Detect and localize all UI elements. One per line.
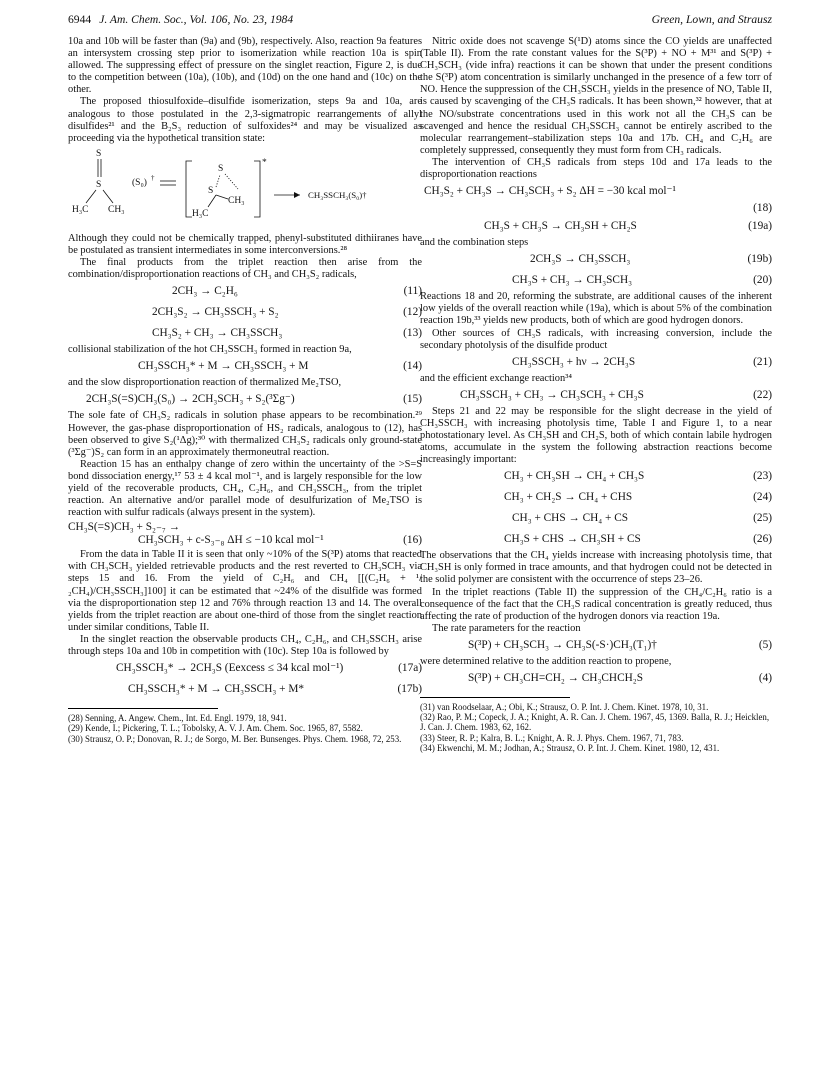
right-column (420, 36, 772, 753)
scheme-label: S (96, 179, 102, 190)
equation-26: CH₃S + CHS → CH₃SH + CS (26) (504, 533, 772, 546)
scheme-drawing (68, 147, 422, 231)
left-column (68, 36, 422, 744)
paragraph: The final products from the triplet reaction then arise from the combination/disproportionation reactions of CH₃ and CH₃S₂ radicals, (68, 257, 422, 281)
equation-13: CH₃S₂ + CH₃ → CH₃SSCH₃ (13) (152, 327, 422, 340)
scheme-label: S (218, 163, 224, 174)
equation-17a: CH₃SSCH₃* → 2CH₃S (Eexcess ≤ 34 kcal mol⁻¹) (17a) (116, 662, 422, 675)
footnote: (29) Kende, I.; Pickering, T. L.; Tobolsky, A. V. J. Am. Chem. Soc. 1965, 87, 5582. (68, 723, 363, 734)
footnote: (28) Senning, A. Angew. Chem., Int. Ed. Engl. 1979, 18, 941. (68, 713, 287, 724)
footnote: (30) Strausz, O. P.; Donovan, R. J.; de Sorgo, M. Ber. Bunsenges. Phys. Chem. 1968, 72, 253. (68, 733, 402, 744)
scheme-label: CH₃SSCH₃(S₀)† (308, 189, 367, 200)
paragraph: The observations that the CH₄ yields increase with increasing photolysis time, that CH₃SH is only formed in trace amounts, and that hydrogen could not be detected in the solid polymer are consistent with the occurrence of steps 23–26. (420, 550, 772, 586)
paragraph: collisional stabilization of the hot CH₃SSCH₃ formed in reaction 9a, (68, 344, 352, 356)
footnotes-right (420, 702, 772, 753)
paragraph: 10a and 10b will be faster than (9a) and (9b), respectively. Also, reaction 9a features an intersystem crossing step prior to isomerization while reaction 10a is spin allowed. The suppressing effect of pressure on the singlet reaction, Figure 2, is due to the competition between (10a), (10b), and (10d) on the one hand and (10c) on the other. (68, 36, 422, 96)
paragraph: The intervention of CH₃S radicals from steps 10d and 17a leads to the disproportionation reactions (420, 156, 772, 181)
running-header (68, 13, 772, 31)
equation-12: 2CH₃S₂ → CH₃SSCH₃ + S₂ (12) (152, 306, 422, 319)
scheme-label: S (208, 185, 214, 196)
paragraph: Although they could not be chemically trapped, phenyl-substituted dithiiranes have be postulated as transient intermediates in some interconversions.²⁸ (68, 232, 422, 256)
paragraph: Steps 21 and 22 may be responsible for the slight decrease in the yield of CH₃SSCH₃ with increasing photolysis time, Table I and Figure 1, to a near photostationary level. As CH₃SH and CH₂S, both of which contain labile hydrogen atoms, accumulate in the system the following abstraction reactions become increasingly important: (420, 405, 772, 466)
paragraph: Reaction 15 has an enthalpy change of zero within the uncertainty of the >S=S bond dissociation energy,¹⁷ 53 ± 4 kcal mol⁻¹, and is largely responsible for the low yield of the recoverable products, CH₄, C₂H₆, and CH₃SSCH₃, from the triplet reaction. An alternative and/or parallel mode of desulfurization of Me₂TSO is reaction with sulfur radicals (always present in the system). (68, 458, 422, 519)
equation-17b: CH₃SSCH₃* + M → CH₃SSCH₃ + M* (17b) (128, 683, 422, 696)
equation-14: CH₃SSCH₃* + M → CH₃SSCH₃ + M (14) (138, 360, 422, 373)
footnote: (33) Steer, R. P.; Kalra, B. L.; Knight, A. R. J. Phys. Chem. 1967, 71, 783. (420, 732, 684, 743)
paragraph: In the triplet reactions (Table II) the suppression of the CH₄/C₂H₆ ratio is a consequence of the fact that the CH₃S radical concentration is greatly reduced, thus affecting the rate of production of the hydrogen donors via reaction 19a. (420, 586, 772, 622)
scheme-label: (S₀) (132, 177, 147, 188)
scheme-label: H₃C (72, 204, 89, 215)
paragraph: were determined relative to the addition reaction to propene, (420, 655, 672, 667)
paragraph: Nitric oxide does not scavenge S(¹D) atoms since the CO yields are unaffected (Table II). From the rate constant values for the S(³P) + NO + M³¹ and S(³P) + CH₃SCH₃ (vide infra) reactions it can be shown that under the present conditions the S(³P) atom concentration is similarly unchanged in the presence of a few torr of NO. Hence the suppression of the CH₃SSCH₃ yields in the presence of NO, Table II, is caused by scavenging of the CH₃S radicals. It has been shown,³² however, that at the NO/substrate concentrations used in this work not all the CH₃S can be scavenged and hence the residual CH₃SSCH₃ cannot be entirely ascribed to the molecular rearrangement–stabilization steps 10a and 17b. CH₄ and C₂H₆ are completely suppressed, consequently they must form from CH₃ radicals. (420, 36, 772, 156)
equation-20: CH₃S + CH₃ → CH₃SCH₃ (20) (512, 274, 772, 287)
paragraph: Other sources of CH₃S radicals, with increasing conversion, include the secondary photolysis of the disulfide product (420, 327, 772, 351)
paragraph: The sole fate of CH₃S₂ radicals in solution phase appears to be recombination.²⁹ However, the gas-phase disproportionation of HS₂ radicals, analogous to (12), has been observed to give S₂(¹Δg);³⁰ with thermalized CH₃S₂ radicals only ground-state (³Σg⁻)S₂ can form in an approximately thermoneutral reaction. (68, 410, 422, 458)
scheme-label: S (96, 148, 102, 159)
paragraph: and the efficient exchange reaction³⁴ (420, 372, 572, 384)
equation-11: 2CH₃ → C₂H₆ (11) (172, 285, 422, 298)
paragraph: and the slow disproportionation reaction of thermalized Me₂TSO, (68, 377, 342, 389)
footnote: (31) van Roodselaar, A.; Obi, K.; Strausz, O. P. Int. J. Chem. Kinet. 1978, 10, 31. (420, 702, 709, 712)
footnotes-left (68, 713, 422, 744)
journal-citation: J. Am. Chem. Soc., Vol. 106, No. 23, 1984 (99, 13, 294, 26)
equation-25: CH₃ + CHS → CH₄ + CS (25) (512, 512, 772, 525)
author-header: Green, Lown, and Strausz (651, 13, 772, 26)
equation-5: S(³P) + CH₃SCH₃ → CH₃S(-S·)CH₃(T₁)† (5) (468, 638, 772, 651)
equation-23: CH₃ + CH₃SH → CH₄ + CH₃S (23) (504, 470, 772, 483)
equation-4: S(³P) + CH₃CH=CH₂ → CH₃CHCH₂S (4) (468, 672, 772, 684)
paragraph: and the combination steps (420, 237, 529, 249)
scheme-label: CH₃ (108, 204, 125, 215)
equation-19a: CH₃S + CH₃S → CH₃SH + CH₂S (19a) (484, 220, 772, 233)
paragraph: In the singlet reaction the observable products CH₄, C₂H₆, and CH₃SSCH₃ arise through steps 10a and 10b in competition with (10c). Step 10a is followed by (68, 633, 422, 657)
equation-24: CH₃ + CH₂S → CH₄ + CHS (24) (504, 491, 772, 504)
scheme-label: * (262, 157, 267, 168)
footnote-rule (420, 697, 570, 698)
equation-15: 2CH₃S(=S)CH₃(S₀) → 2CH₃SCH₃ + S₂(³Σg⁻) (15) (86, 393, 422, 406)
scheme-label: H₃C (192, 208, 209, 219)
equation-21: CH₃SSCH₃ + hν → 2CH₃S (21) (512, 355, 772, 368)
scheme-label: CH₃ (228, 195, 245, 206)
footnote: (32) Rao, P. M.; Copeck, J. A.; Knight, A. R. Can. J. Chem. 1967, 45, 1369. Balla, R. J.; Heicklen, J. Can. J. Chem. 1983, 62, 162. (420, 712, 770, 733)
equation-22: CH₃SSCH₃ + CH₃ → CH₃SCH₃ + CH₃S (22) (460, 388, 772, 401)
footnote-rule (68, 708, 218, 709)
equation-19b: 2CH₃S → CH₃SSCH₃ (19b) (530, 253, 772, 266)
scheme-label: † (151, 173, 155, 182)
footnote: (34) Ekwenchi, M. M.; Jodhan, A.; Strausz, O. P. Int. J. Chem. Kinet. 1980, 12, 431. (420, 742, 720, 753)
equation-16: CH₃S(=S)CH₃ + S₂₋₇ → CH₃SCH₃ + c-S₃₋₈ ΔH ≤ −10 kcal mol⁻¹ (16) (68, 521, 422, 547)
paragraph: The rate parameters for the reaction (432, 622, 581, 634)
equation-18: CH₃S₂ + CH₃S → CH₃SCH₃ + S₂ ΔH = −30 kcal mol⁻¹ (424, 185, 676, 198)
paragraph: Reactions 18 and 20, reforming the substrate, are additional causes of the inherent low yields of the overall reaction while (19a), which is about 5% of the combination reaction 19b,³³ yields new products, both of which are good hydrogen donors. (420, 291, 772, 327)
paragraph: From the data in Table II it is seen that only ~10% of the S(³P) atoms that reacted with CH₃SCH₃ yielded retrievable products and the rest reverted to CH₃SCH₃ via steps 15 and 16. From the yield of C₂H₆ and CH₄ [[(C₂H₆ + ¹/₂CH₄)/CH₃SSCH₃]100] it can be estimated that ~24% of the disulfide was formed via the disproportionation step 12 and 76% through reaction 13 and 14. The overall yields from the triplet reaction are about one-third of those from the singlet reaction under similar conditions, Table II. (68, 549, 422, 633)
equation-18-number: (18) (753, 202, 772, 215)
page-number: 6944 (68, 13, 92, 26)
paragraph: The proposed thiosulfoxide–disulfide isomerization, steps 9a and 10a, are analogous to those postulated in the 2,3-sigmatropic rearrangements of allyl disulfides²¹ and the B₂S₃ reduction of sulfoxides²⁴ and may be visualized as proceeding via the hypothetical transition state: (68, 96, 422, 144)
transition-state-scheme (68, 147, 422, 231)
